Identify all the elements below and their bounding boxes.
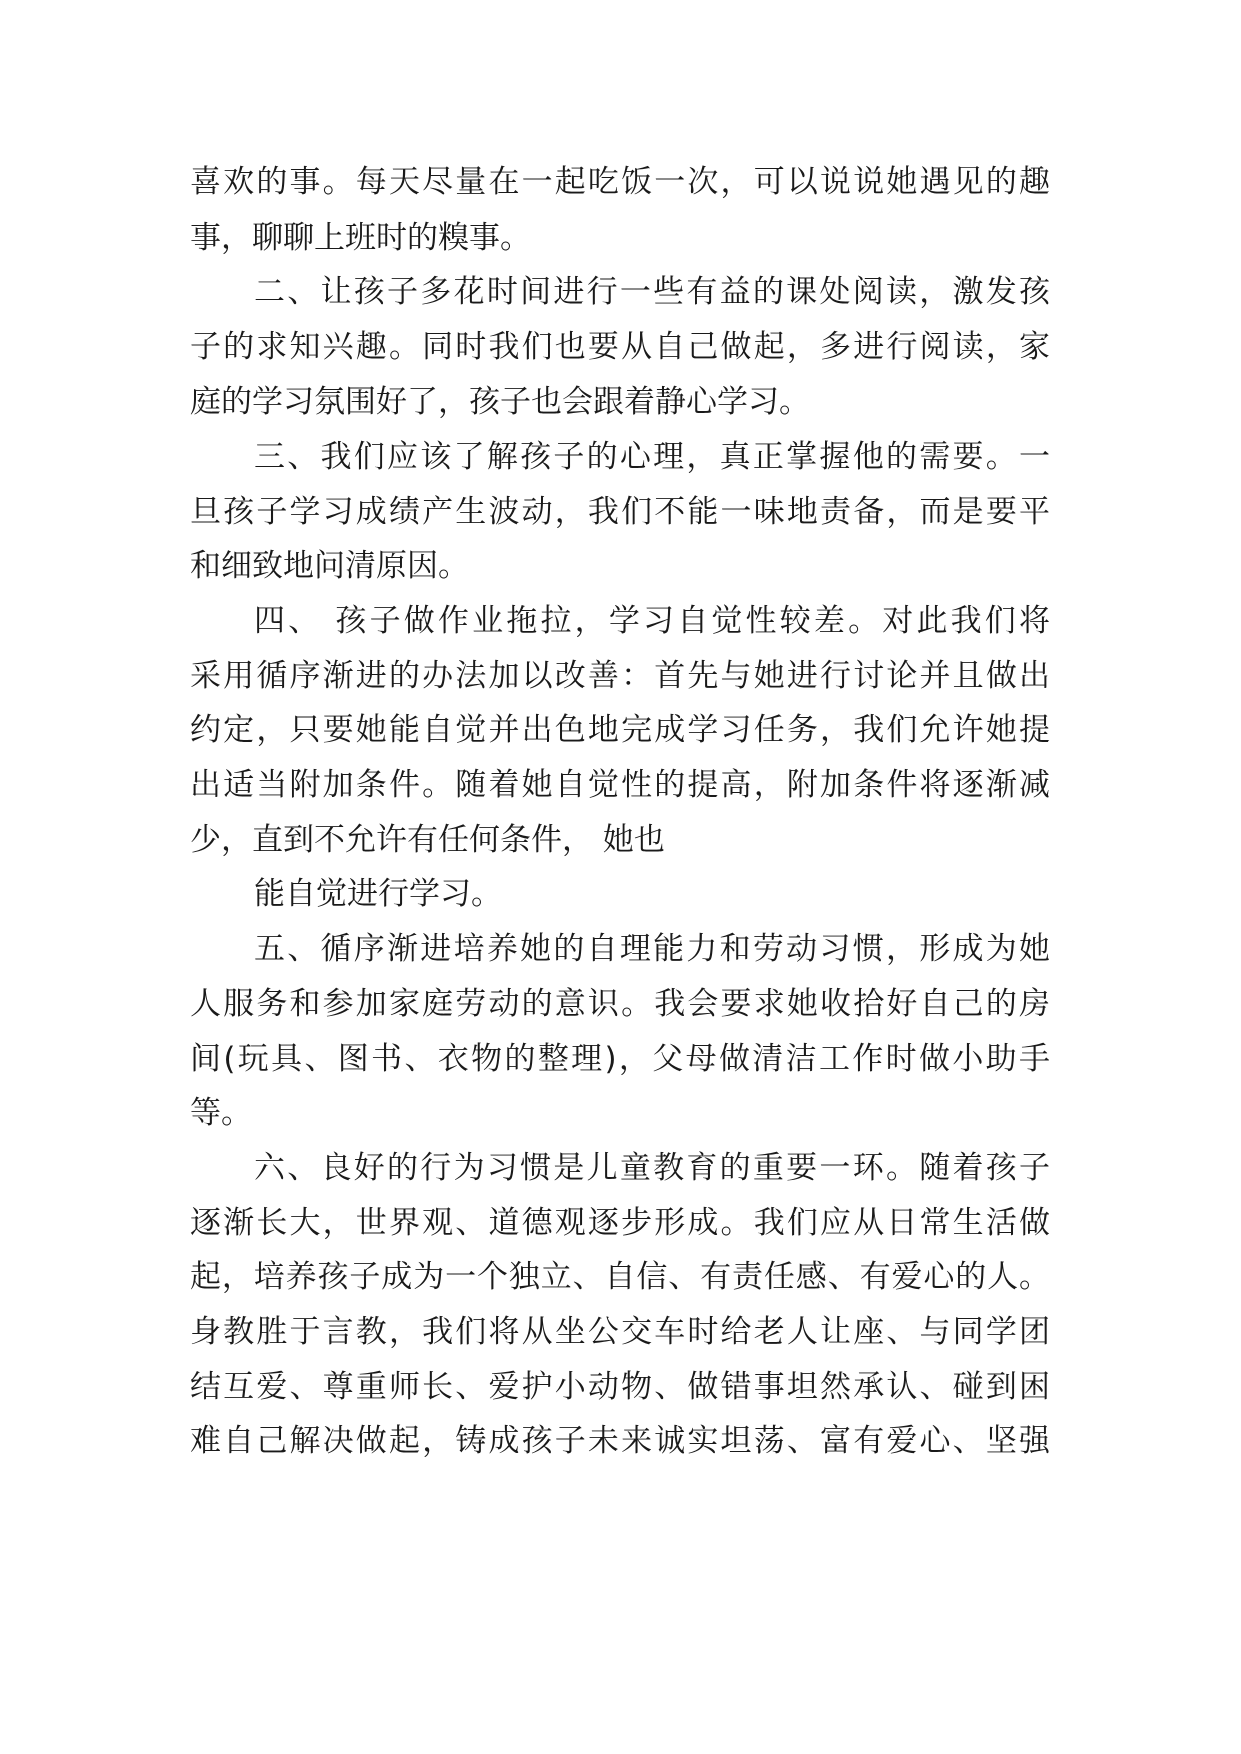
- paragraph-4-start: 四、 孩子做作业拖拉，学习自觉性较差。对此我们将: [254, 603, 1050, 639]
- text-line: 事，聊聊上班时的糗事。: [190, 220, 531, 256]
- text-line: 结互爱、尊重师长、爱护小动物、做错事坦然承认、碰到困: [190, 1369, 1050, 1405]
- paragraph-6-start: 六、良好的行为习惯是儿童教育的重要一环。随着孩子: [254, 1150, 1050, 1186]
- text-line: 采用循序渐进的办法加以改善：首先与她进行讨论并且做出: [190, 658, 1050, 694]
- text-line: 逐渐长大，世界观、道德观逐步形成。我们应从日常生活做: [190, 1205, 1050, 1241]
- text-line: 等。: [190, 1095, 252, 1131]
- text-line: 间(玩具、图书、衣物的整理)，父母做清洁工作时做小助手: [190, 1041, 1050, 1077]
- text-line: 少，直到不允许有任何条件， 她也: [190, 822, 665, 858]
- text-line: 人服务和参加家庭劳动的意识。我会要求她收拾好自己的房: [190, 986, 1050, 1022]
- paragraph-3-start: 三、我们应该了解孩子的心理，真正掌握他的需要。一: [254, 439, 1050, 475]
- text-line: 难自己解决做起，铸成孩子未来诚实坦荡、富有爱心、坚强: [190, 1423, 1050, 1459]
- text-line: 喜欢的事。每天尽量在一起吃饭一次，可以说说她遇见的趣: [190, 164, 1050, 200]
- text-line: 约定，只要她能自觉并出色地完成学习任务，我们允许她提: [190, 712, 1050, 748]
- text-line: 和细致地问清原因。: [190, 548, 469, 584]
- text-line: 能自觉进行学习。: [254, 876, 502, 912]
- text-line: 子的求知兴趣。同时我们也要从自己做起，多进行阅读，家: [190, 329, 1050, 365]
- paragraph-2-start: 二、让孩子多花时间进行一些有益的课处阅读，激发孩: [254, 274, 1050, 310]
- text-line: 起，培养孩子成为一个独立、自信、有责任感、有爱心的人。: [190, 1259, 1050, 1295]
- paragraph-5-start: 五、循序渐进培养她的自理能力和劳动习惯，形成为她: [254, 931, 1050, 967]
- text-line: 身教胜于言教，我们将从坐公交车时给老人让座、与同学团: [190, 1314, 1050, 1350]
- text-line: 出适当附加条件。随着她自觉性的提高，附加条件将逐渐减: [190, 767, 1050, 803]
- text-line: 旦孩子学习成绩产生波动，我们不能一味地责备，而是要平: [190, 494, 1050, 530]
- text-line: 庭的学习氛围好了，孩子也会跟着静心学习。: [190, 384, 810, 420]
